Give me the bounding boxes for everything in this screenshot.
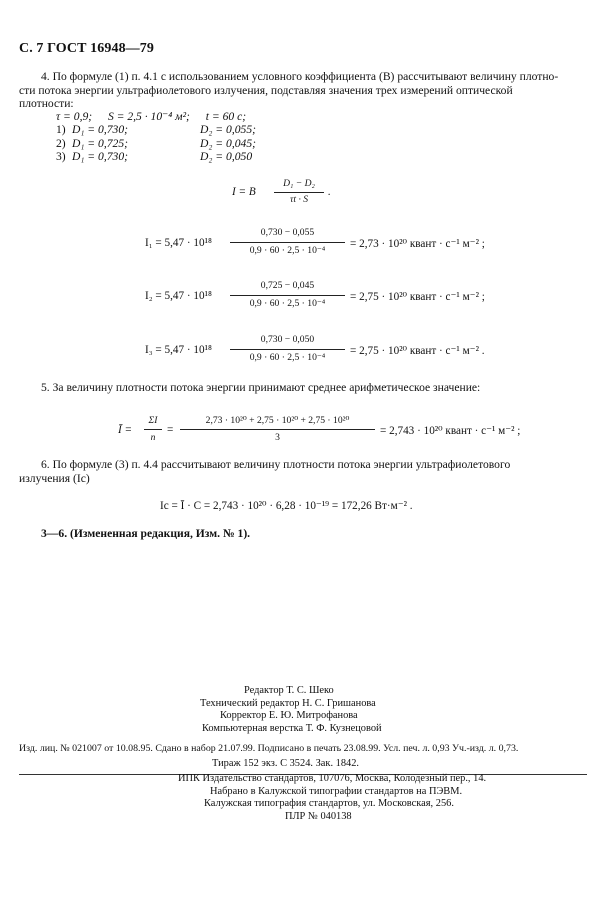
mean-sum-bar <box>144 429 162 430</box>
measurement-index: 2) <box>56 136 66 150</box>
imprint-publication: Изд. лиц. № 021007 от 10.08.95. Сдано в набор 21.07.99. Подписано в печать 23.08.99. Усл. печ. л. 0,93 Уч.-изд. л. 0,73. <box>19 743 519 754</box>
calc-i3-bar <box>230 349 345 350</box>
press-line: ИПК Издательство стандартов, 107076, Москва, Колодезный пер., 14. <box>178 773 487 784</box>
mean-sum-numerator: ΣI <box>148 415 158 426</box>
mean-numerator: 2,73 · 10²⁰ + 2,75 · 10²⁰ + 2,75 · 10²⁰ <box>205 415 350 426</box>
editor-line: Технический редактор Н. С. Гришанова <box>200 697 376 709</box>
measurement-d2: D₂ = 0,055; <box>200 123 256 136</box>
press-line: Набрано в Калужской типографии стандартов на ПЭВМ. <box>210 785 463 797</box>
calc-i3-numerator: 0,730 − 0,050 <box>260 334 315 345</box>
mean-rhs: = 2,743 · 10²⁰ квант · с⁻¹ м⁻² ; <box>380 425 521 437</box>
calc-i2-bar <box>230 295 345 296</box>
measurements-list <box>56 123 276 164</box>
measurement-d1: D₁ = 0,725; <box>72 136 128 150</box>
ic-formula: Iс = Ī · C = 2,743 · 10²⁰ · 6,28 · 10⁻¹⁹ = 172,26 Вт·м⁻² . <box>160 500 413 512</box>
paragraph-4-line-1: 4. По формуле (1) п. 4.1 с использованием условного коэффициента (B) рассчитывают величину плотно- <box>41 70 559 83</box>
measurement-d2: D₂ = 0,045; <box>200 136 256 150</box>
main-formula-denominator: τt · S <box>289 194 309 205</box>
amendment-note: 3—6. (Измененная редакция, Изм. № 1). <box>41 527 251 540</box>
paragraph-4 <box>19 70 587 111</box>
calc-i1-denominator: 0,9 · 60 · 2,5 · 10⁻⁴ <box>249 245 326 256</box>
main-formula-bar <box>274 192 324 193</box>
calc-i2-denominator: 0,9 · 60 · 2,5 · 10⁻⁴ <box>249 298 326 309</box>
main-formula <box>232 178 372 208</box>
paragraph-6 <box>19 458 587 485</box>
mean-lhs: Ī = <box>118 424 133 436</box>
calc-i3 <box>145 334 585 366</box>
mean-eq: = <box>167 424 174 436</box>
measurement-d1: D₁ = 0,730; <box>72 150 128 163</box>
param-tau: τ = 0,9; <box>56 110 93 123</box>
mean-formula <box>118 415 588 447</box>
measurement-row <box>56 123 276 137</box>
calc-i3-denominator: 0,9 · 60 · 2,5 · 10⁻⁴ <box>249 352 326 363</box>
main-formula-lhs: I = B <box>232 186 256 198</box>
calc-i1 <box>145 227 585 259</box>
editor-line: Редактор Т. С. Шеко <box>244 685 334 696</box>
mean-sum-denominator: n <box>150 432 156 443</box>
measurement-row <box>56 150 276 164</box>
calc-i1-lhs: I₁ = 5,47 · 10¹⁸ <box>145 237 212 249</box>
press-line: Калужская типография стандартов, ул. Московская, 256. <box>204 798 454 809</box>
editor-line: Компьютерная верстка Т. Ф. Кузнецовой <box>202 722 382 734</box>
main-formula-tail: . <box>328 186 331 198</box>
editor-line: Корректор Е. Ю. Митрофанова <box>220 710 358 721</box>
measurement-index: 3) <box>56 150 66 163</box>
calc-i1-rhs: = 2,73 · 10²⁰ квант · с⁻¹ м⁻² ; <box>350 238 485 250</box>
page-header: С. 7 ГОСТ 16948—79 <box>19 41 154 56</box>
calc-i2-rhs: = 2,75 · 10²⁰ квант · с⁻¹ м⁻² ; <box>350 291 485 303</box>
measurement-row <box>56 137 276 151</box>
calc-i3-lhs: I₃ = 5,47 · 10¹⁸ <box>145 344 212 356</box>
imprint-press <box>178 773 538 823</box>
paragraph-4-line-3: плотности: <box>19 97 74 110</box>
calc-i1-bar <box>230 242 345 243</box>
imprint-editors <box>200 685 450 735</box>
calc-i2-numerator: 0,725 − 0,045 <box>260 280 315 291</box>
calc-i2-lhs: I₂ = 5,47 · 10¹⁸ <box>145 290 212 302</box>
mean-denominator: 3 <box>275 432 280 443</box>
paragraph-5: 5. За величину плотности потока энергии принимают среднее арифметическое значение: <box>41 381 481 394</box>
measurement-index: 1) <box>56 123 66 136</box>
calc-i2 <box>145 280 585 312</box>
paragraph-6-line-1: 6. По формуле (3) п. 4.4 рассчитывают величину плотности потока энергии ультрафиолетового <box>41 458 511 471</box>
main-formula-numerator: D₁ − D₂ <box>283 178 315 189</box>
measurement-d2: D₂ = 0,050 <box>200 150 253 163</box>
param-s: S = 2,5 · 10⁻⁴ м²; <box>107 110 190 123</box>
measurement-d1: D₁ = 0,730; <box>72 123 128 136</box>
press-line: ПЛР № 040138 <box>285 810 352 822</box>
param-t: t = 60 c; <box>205 110 247 123</box>
calc-i1-numerator: 0,730 − 0,055 <box>260 227 315 238</box>
mean-bar <box>180 429 375 430</box>
params-row <box>56 110 246 124</box>
imprint-circulation: Тираж 152 экз. С 3524. Зак. 1842. <box>212 758 360 769</box>
paragraph-4-line-2: сти потока энергии ультрафиолетового излучения, подставляя значения трех измерений оптической <box>19 83 513 97</box>
calc-i3-rhs: = 2,75 · 10²⁰ квант · с⁻¹ м⁻² . <box>350 345 485 357</box>
paragraph-6-line-2: излучения (Iс) <box>19 471 90 485</box>
